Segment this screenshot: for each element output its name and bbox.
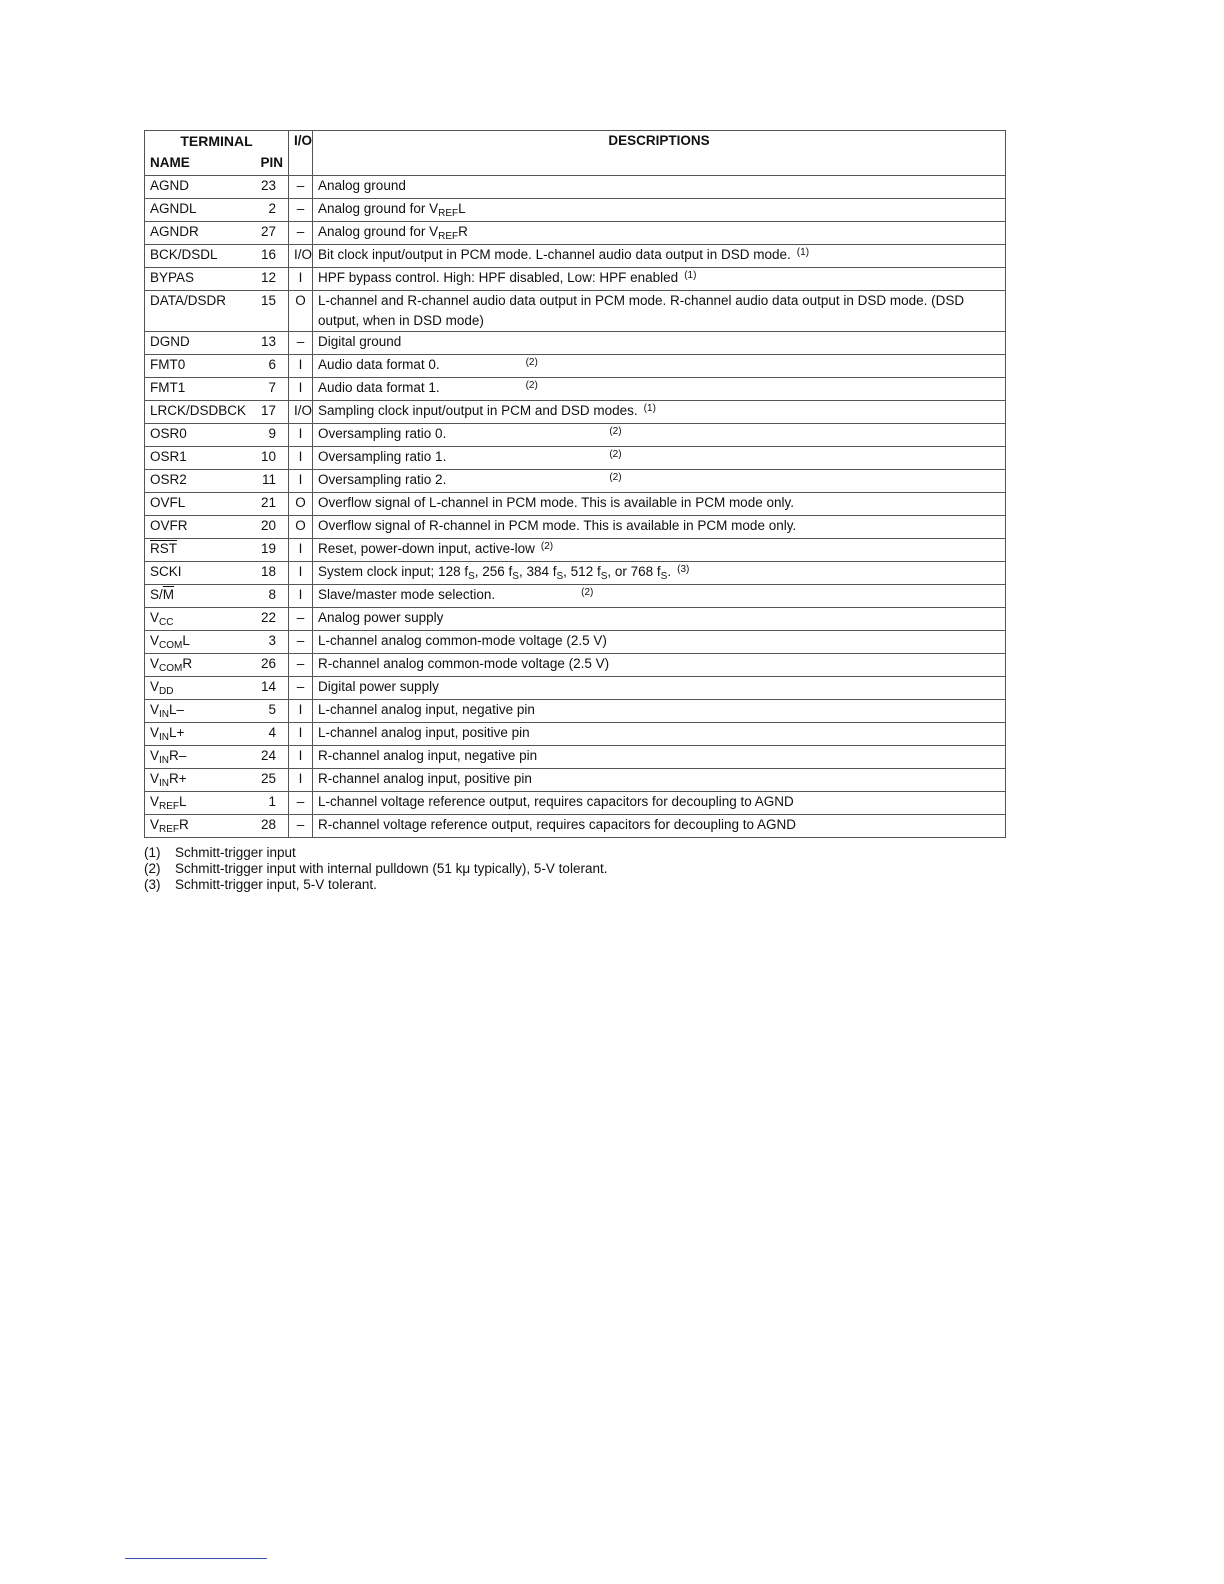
pin-io: O xyxy=(289,516,313,539)
pin-name-text: DATA/DSDR xyxy=(150,293,227,308)
pin-number: 9 xyxy=(256,424,289,447)
pin-name-subscript: COM xyxy=(159,640,183,651)
pin-number: 13 xyxy=(256,332,289,355)
header-terminal: TERMINAL xyxy=(145,131,289,154)
pin-number: 19 xyxy=(256,539,289,562)
pin-io: I xyxy=(289,424,313,447)
pin-description xyxy=(313,608,1006,631)
pin-io: O xyxy=(289,291,313,332)
pin-io: – xyxy=(289,631,313,654)
pin-io: – xyxy=(289,654,313,677)
pin-name-text: V xyxy=(150,633,160,648)
pin-number: 8 xyxy=(256,585,289,608)
pin-name-text: OVFR xyxy=(150,518,188,533)
pin-name xyxy=(145,245,256,268)
footnote-reference: (2) xyxy=(581,587,594,598)
pin-number: 5 xyxy=(256,700,289,723)
pin-name-subscript: COM xyxy=(159,663,183,674)
pin-io: – xyxy=(289,332,313,355)
pin-name-text: V xyxy=(150,817,160,832)
description-text: L-channel voltage reference output, requires capacitors for decoupling to AGND xyxy=(318,794,794,809)
footnote-reference: (3) xyxy=(677,564,690,575)
pin-name-text: LRCK/DSDBCK xyxy=(150,403,247,418)
table-row xyxy=(145,700,1006,723)
pin-description xyxy=(313,539,1006,562)
pin-io: I xyxy=(289,585,313,608)
description-text: Oversampling ratio 0. xyxy=(318,426,447,441)
pin-name-suffix: L+ xyxy=(169,725,185,740)
pin-name-suffix: L xyxy=(182,633,190,648)
table-row xyxy=(145,608,1006,631)
table-row xyxy=(145,378,1006,401)
description-subscript: REF xyxy=(438,231,459,242)
pin-io: O xyxy=(289,493,313,516)
description-text: System clock input; 128 f xyxy=(318,564,469,579)
pin-description xyxy=(313,516,1006,539)
pin-name-text: DGND xyxy=(150,334,190,349)
pin-io: I/O xyxy=(289,245,313,268)
table-row xyxy=(145,332,1006,355)
footnote-reference: (1) xyxy=(643,403,656,414)
pin-number: 22 xyxy=(256,608,289,631)
table-row xyxy=(145,654,1006,677)
table-row xyxy=(145,447,1006,470)
footnote-reference: (2) xyxy=(609,472,622,483)
pin-name-text: OSR0 xyxy=(150,426,187,441)
table-row xyxy=(145,677,1006,700)
pin-io: I xyxy=(289,769,313,792)
pin-name-text: V xyxy=(150,702,160,717)
pin-name xyxy=(145,447,256,470)
pin-name-text: V xyxy=(150,610,160,625)
pin-io: I xyxy=(289,447,313,470)
pin-name xyxy=(145,401,256,424)
pin-name-suffix: R xyxy=(182,656,193,671)
pin-io: I xyxy=(289,746,313,769)
pin-number: 23 xyxy=(256,176,289,199)
pin-description xyxy=(313,631,1006,654)
pin-description xyxy=(313,723,1006,746)
pin-number: 6 xyxy=(256,355,289,378)
pin-number: 14 xyxy=(256,677,289,700)
pin-name xyxy=(145,700,256,723)
pin-name-text: BCK/DSDL xyxy=(150,247,218,262)
pin-name xyxy=(145,562,256,585)
footnote-text: Schmitt-trigger input with internal pulldown (51 kμ typically), 5-V tolerant. xyxy=(175,861,608,876)
description-text: Analog ground for V xyxy=(318,201,439,216)
header-io: I/O xyxy=(289,131,313,176)
pin-description xyxy=(313,424,1006,447)
pin-io: – xyxy=(289,176,313,199)
pin-description xyxy=(313,746,1006,769)
pin-io: – xyxy=(289,608,313,631)
description-text: L-channel and R-channel audio data output in PCM mode. R-channel audio data output in DSD mode. (DSD output, when in DSD mode) xyxy=(318,293,965,328)
description-text: , 256 f xyxy=(474,564,513,579)
pin-io: – xyxy=(289,199,313,222)
pin-description xyxy=(313,176,1006,199)
footnote-reference: (1) xyxy=(796,247,810,258)
pin-description xyxy=(313,792,1006,815)
description-text: HPF bypass control. High: HPF disabled, Low: HPF enabled xyxy=(318,270,679,285)
pin-description xyxy=(313,378,1006,401)
pin-name xyxy=(145,378,256,401)
pin-name-text: OSR2 xyxy=(150,472,187,487)
pin-name xyxy=(145,677,256,700)
description-text: Reset, power-down input, active-low xyxy=(318,541,535,556)
description-subscript: S xyxy=(660,571,668,582)
pin-name-suffix: L xyxy=(179,794,187,809)
footnote xyxy=(144,877,1024,893)
pin-io: I xyxy=(289,562,313,585)
pin-name-text: V xyxy=(150,748,160,763)
pin-number: 11 xyxy=(256,470,289,493)
pin-name xyxy=(145,815,256,838)
table-row xyxy=(145,176,1006,199)
pin-name-suffix: R– xyxy=(169,748,187,763)
description-subscript: S xyxy=(468,571,475,582)
description-text: , 384 f xyxy=(518,564,557,579)
header-pin: PIN xyxy=(256,153,289,176)
table-row xyxy=(145,539,1006,562)
pin-name-text: V xyxy=(150,725,160,740)
pin-name xyxy=(145,723,256,746)
pin-description xyxy=(313,199,1006,222)
pin-name xyxy=(145,792,256,815)
pin-name-text: AGNDR xyxy=(150,224,199,239)
pin-name-subscript: IN xyxy=(159,709,170,720)
table-row xyxy=(145,245,1006,268)
description-text: R-channel analog input, positive pin xyxy=(318,771,532,786)
pin-io: I xyxy=(289,355,313,378)
pin-name xyxy=(145,585,256,608)
footnote-separator-line xyxy=(125,1558,267,1559)
footnote-reference: (2) xyxy=(540,541,554,552)
table-row xyxy=(145,815,1006,838)
pin-description xyxy=(313,332,1006,355)
footnote-reference: (1) xyxy=(684,270,697,281)
table-row xyxy=(145,746,1006,769)
description-suffix: R xyxy=(458,224,468,239)
table-row xyxy=(145,401,1006,424)
pin-name-text: $\overline{RST}$ xyxy=(150,541,177,556)
pin-name-subscript: IN xyxy=(159,755,170,766)
pin-name-text: S/ xyxy=(150,587,163,602)
pin-number: 4 xyxy=(256,723,289,746)
description-subscript: REF xyxy=(438,208,459,219)
pin-name-subscript: REF xyxy=(159,824,180,835)
pin-number: 17 xyxy=(256,401,289,424)
pin-description-table xyxy=(144,130,1006,838)
pin-io: – xyxy=(289,222,313,245)
pin-name-text: AGND xyxy=(150,178,190,193)
pin-number: 18 xyxy=(256,562,289,585)
pin-name xyxy=(145,291,256,332)
pin-name xyxy=(145,199,256,222)
description-text: Digital ground xyxy=(318,334,402,349)
pin-number: 12 xyxy=(256,268,289,291)
footnote-reference: (2) xyxy=(525,380,538,391)
footnote-reference: (2) xyxy=(609,426,622,437)
pin-name-overline: $\overline{M}$ xyxy=(162,587,175,602)
pin-name xyxy=(145,539,256,562)
table-row xyxy=(145,268,1006,291)
pin-name xyxy=(145,268,256,291)
description-text: Analog power supply xyxy=(318,610,444,625)
table-row xyxy=(145,291,1006,332)
table-row xyxy=(145,769,1006,792)
table-row xyxy=(145,199,1006,222)
description-text: . xyxy=(667,564,672,579)
pin-io: I xyxy=(289,470,313,493)
pin-number: 15 xyxy=(256,291,289,332)
pin-name-text: V xyxy=(150,771,160,786)
description-text: Overflow signal of R-channel in PCM mode. This is available in PCM mode only. xyxy=(318,518,797,533)
footnote-number: (2) xyxy=(144,861,161,876)
pin-description xyxy=(313,245,1006,268)
description-subscript: S xyxy=(600,571,608,582)
pin-name-text: OVFL xyxy=(150,495,186,510)
pin-io: – xyxy=(289,815,313,838)
pin-name xyxy=(145,516,256,539)
pin-name-suffix: L– xyxy=(169,702,185,717)
pin-io: I xyxy=(289,723,313,746)
header-descriptions: DESCRIPTIONS xyxy=(313,131,1006,176)
footnote-text: Schmitt-trigger input xyxy=(175,845,296,860)
pin-name-suffix: R xyxy=(179,817,189,832)
table-row xyxy=(145,516,1006,539)
pin-name xyxy=(145,746,256,769)
description-text: Analog ground xyxy=(318,178,406,193)
description-text: Oversampling ratio 1. xyxy=(318,449,447,464)
footnote-number: (1) xyxy=(144,845,161,860)
pin-name-text: V xyxy=(150,656,160,671)
pin-description xyxy=(313,222,1006,245)
pin-name-text: BYPAS xyxy=(150,270,195,285)
pin-number: 24 xyxy=(256,746,289,769)
footnote-number: (3) xyxy=(144,877,161,892)
pin-name xyxy=(145,332,256,355)
footnote xyxy=(144,845,1024,861)
pin-name xyxy=(145,493,256,516)
description-text: Audio data format 1. xyxy=(318,380,440,395)
pin-name-subscript: CC xyxy=(159,617,174,628)
pin-io: I xyxy=(289,378,313,401)
pin-number: 16 xyxy=(256,245,289,268)
pin-description xyxy=(313,493,1006,516)
pin-name xyxy=(145,631,256,654)
footnote-reference: (2) xyxy=(525,357,538,368)
description-text: Overflow signal of L-channel in PCM mode. This is available in PCM mode only. xyxy=(318,495,794,510)
pin-description xyxy=(313,447,1006,470)
pin-io: I xyxy=(289,539,313,562)
pin-description xyxy=(313,355,1006,378)
pin-name-subscript: IN xyxy=(159,778,170,789)
pin-io: I/O xyxy=(289,401,313,424)
pin-name-text: SCKI xyxy=(150,564,182,579)
pin-name xyxy=(145,424,256,447)
description-text: Digital power supply xyxy=(318,679,439,694)
description-text: Audio data format 0. xyxy=(318,357,440,372)
pin-number: 25 xyxy=(256,769,289,792)
table-row xyxy=(145,631,1006,654)
footnote-reference: (2) xyxy=(609,449,622,460)
pin-number: 1 xyxy=(256,792,289,815)
description-text: R-channel analog common-mode voltage (2.5 V) xyxy=(318,656,610,671)
footnotes xyxy=(144,845,1024,893)
table-body xyxy=(145,176,1006,838)
pin-name-subscript: REF xyxy=(159,801,180,812)
pin-number: 7 xyxy=(256,378,289,401)
description-subscript: S xyxy=(556,571,564,582)
pin-name-text: V xyxy=(150,794,160,809)
pin-name-text: FMT1 xyxy=(150,380,186,395)
pin-number: 10 xyxy=(256,447,289,470)
pin-name xyxy=(145,355,256,378)
pin-description xyxy=(313,291,1006,332)
description-text: L-channel analog input, negative pin xyxy=(318,702,535,717)
table-row xyxy=(145,562,1006,585)
pin-name xyxy=(145,608,256,631)
description-text: L-channel analog input, positive pin xyxy=(318,725,530,740)
pin-name-text: OSR1 xyxy=(150,449,187,464)
pin-number: 2 xyxy=(256,199,289,222)
description-text: , or 768 f xyxy=(607,564,661,579)
pin-number: 20 xyxy=(256,516,289,539)
pin-name xyxy=(145,470,256,493)
description-text: R-channel voltage reference output, requires capacitors for decoupling to AGND xyxy=(318,817,797,832)
description-text: Analog ground for V xyxy=(318,224,439,239)
table-row xyxy=(145,792,1006,815)
description-subscript: S xyxy=(512,571,519,582)
pin-number: 3 xyxy=(256,631,289,654)
table-row xyxy=(145,222,1006,245)
description-text: Sampling clock input/output in PCM and DSD modes. xyxy=(318,403,638,418)
pin-description xyxy=(313,401,1006,424)
table-row xyxy=(145,493,1006,516)
pin-description xyxy=(313,769,1006,792)
pin-name-text: V xyxy=(150,679,160,694)
description-suffix: L xyxy=(458,201,466,216)
header-name: NAME xyxy=(145,153,256,176)
pin-name xyxy=(145,654,256,677)
pin-io: – xyxy=(289,677,313,700)
pin-name-subscript: DD xyxy=(159,686,174,697)
pin-number: 27 xyxy=(256,222,289,245)
pin-description xyxy=(313,677,1006,700)
pin-name-text: FMT0 xyxy=(150,357,186,372)
pin-number: 21 xyxy=(256,493,289,516)
pin-number: 28 xyxy=(256,815,289,838)
table-row xyxy=(145,424,1006,447)
pin-io: I xyxy=(289,700,313,723)
pin-description xyxy=(313,268,1006,291)
pin-name-subscript: IN xyxy=(159,732,170,743)
pin-description xyxy=(313,562,1006,585)
pin-description xyxy=(313,654,1006,677)
pin-description xyxy=(313,585,1006,608)
footnote xyxy=(144,861,1024,877)
table-row xyxy=(145,470,1006,493)
description-text: L-channel analog common-mode voltage (2.5 V) xyxy=(318,633,607,648)
table-row xyxy=(145,355,1006,378)
pin-description xyxy=(313,815,1006,838)
description-text: Oversampling ratio 2. xyxy=(318,472,447,487)
description-text: R-channel analog input, negative pin xyxy=(318,748,538,763)
pin-name-suffix: R+ xyxy=(169,771,187,786)
table-row xyxy=(145,585,1006,608)
pin-description xyxy=(313,470,1006,493)
table-row xyxy=(145,723,1006,746)
pin-name xyxy=(145,769,256,792)
description-text: Bit clock input/output in PCM mode. L-channel audio data output in DSD mode. xyxy=(318,247,791,262)
description-text: , 512 f xyxy=(563,564,601,579)
pin-name-text: AGNDL xyxy=(150,201,197,216)
pin-number: 26 xyxy=(256,654,289,677)
pin-name xyxy=(145,222,256,245)
description-text: Slave/master mode selection. xyxy=(318,587,496,602)
pin-name xyxy=(145,176,256,199)
pin-io: I xyxy=(289,268,313,291)
pin-io: – xyxy=(289,792,313,815)
pin-description xyxy=(313,700,1006,723)
footnote-text: Schmitt-trigger input, 5-V tolerant. xyxy=(175,877,377,892)
